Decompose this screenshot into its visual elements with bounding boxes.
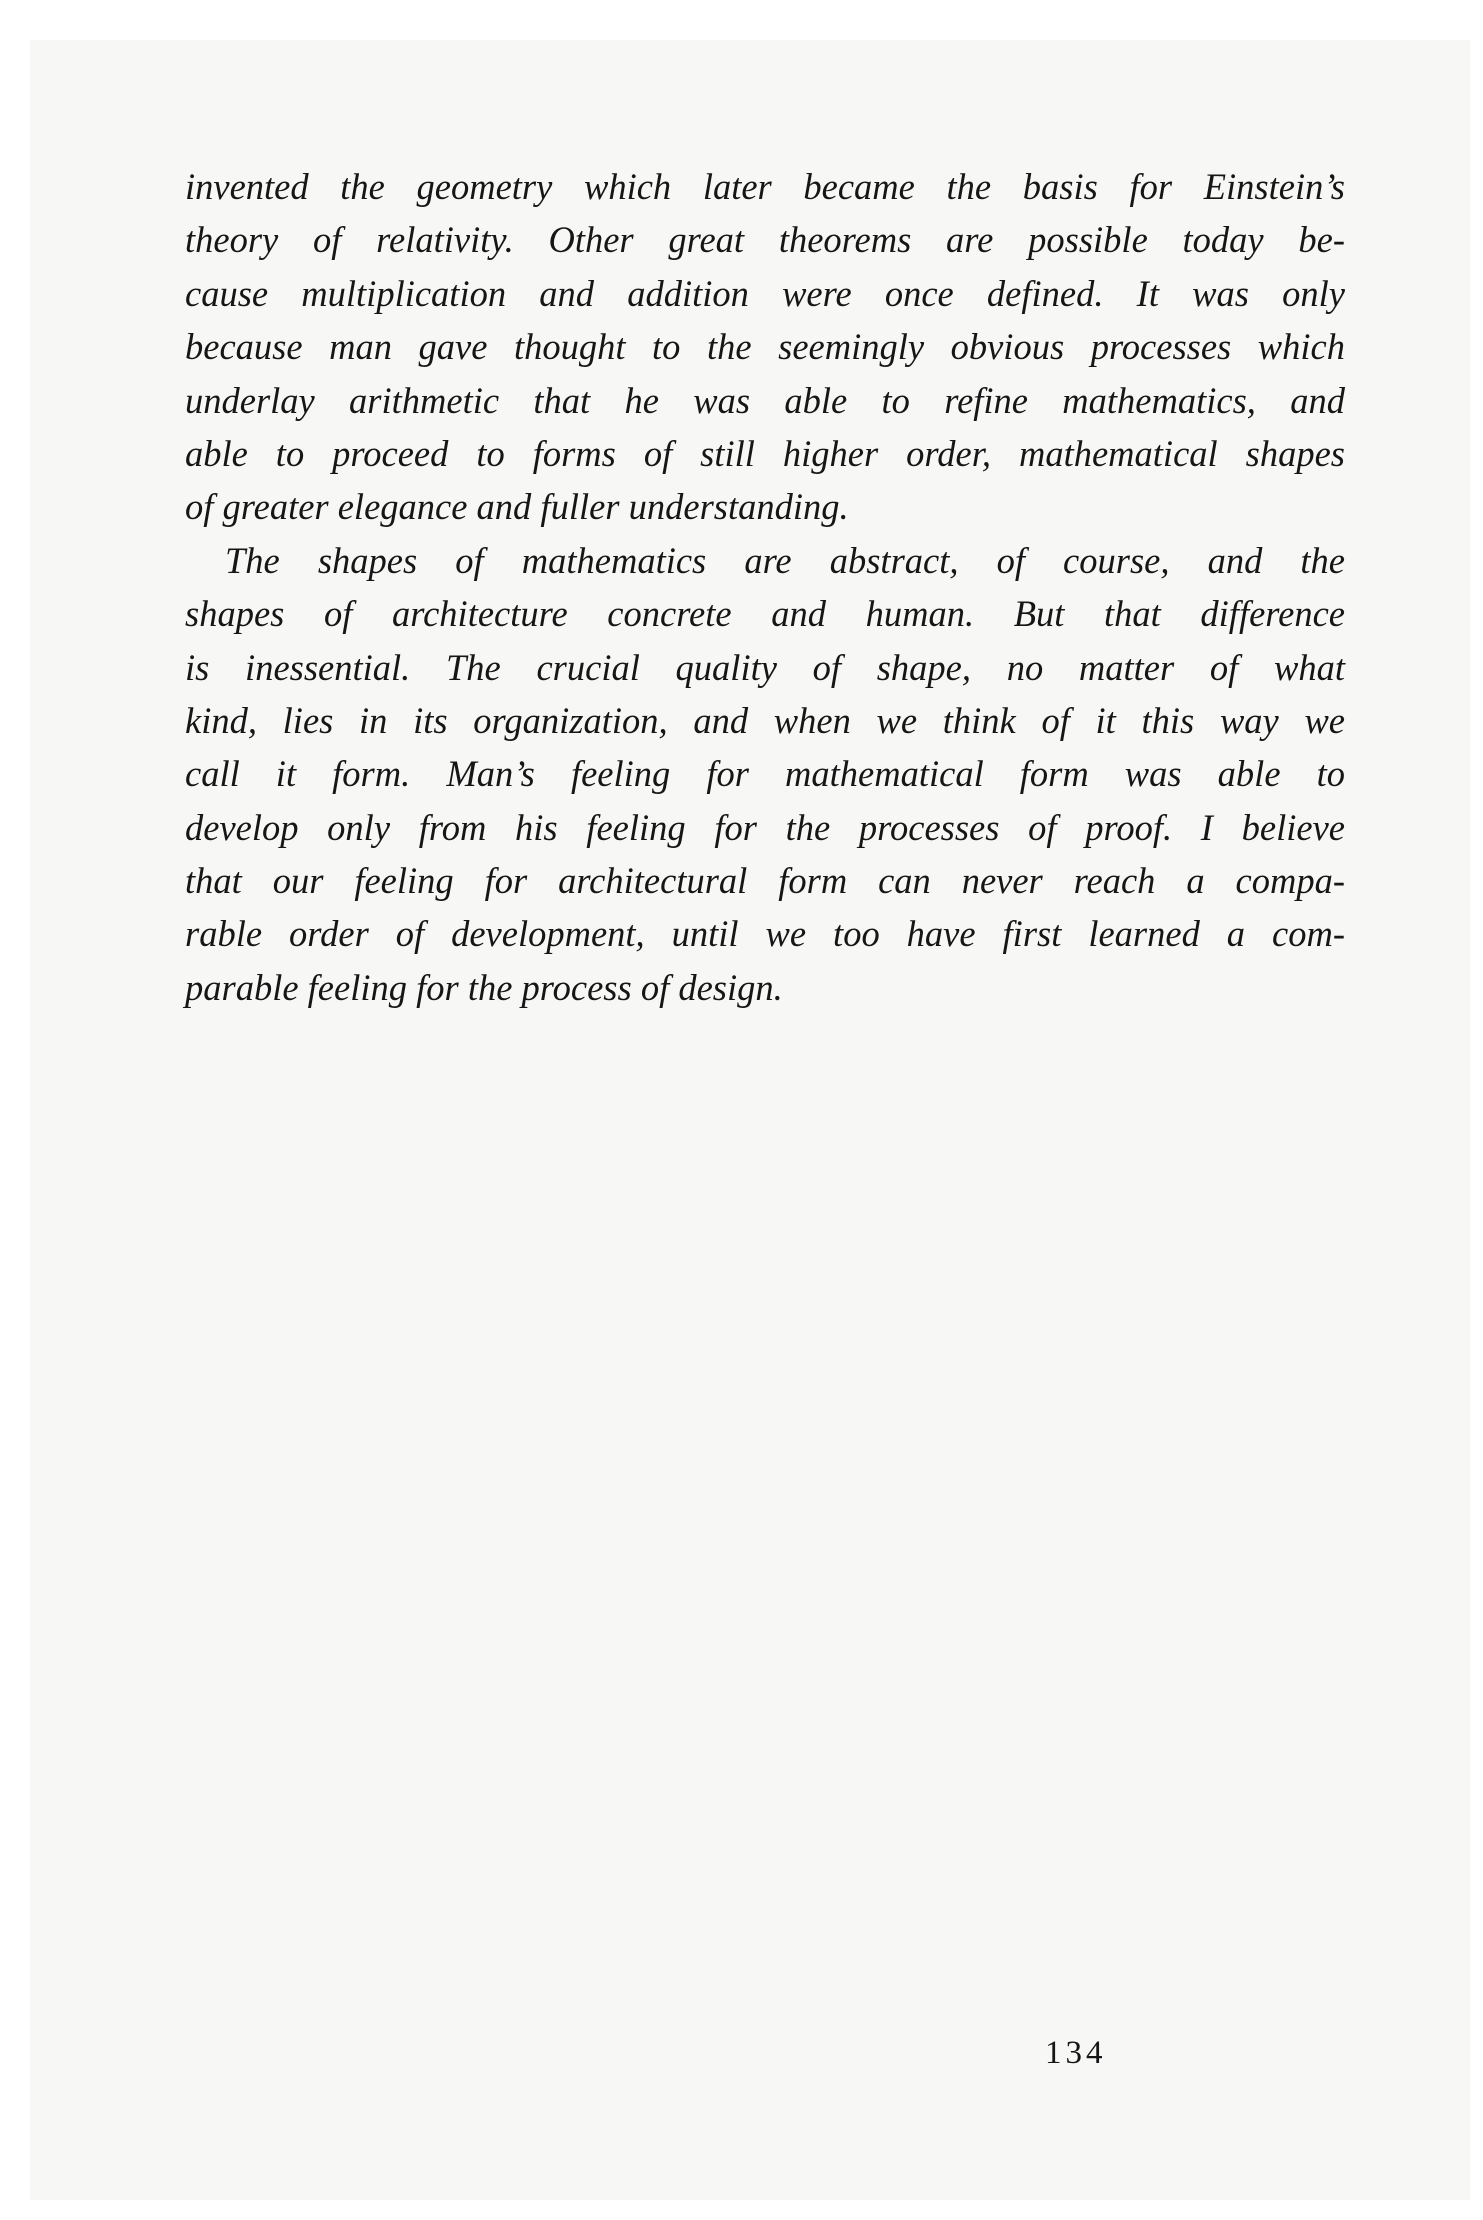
text-line: parable feeling for the process of design. [185,966,783,1008]
text-line: because man gave thought to the seemingly obvious processes which [185,326,1345,368]
body-text [185,160,1345,1014]
text-line: develop only from his feeling for the processes of proof. I believe [185,806,1345,848]
text-line: The shapes of mathematics are abstract, of course, and the [225,539,1345,581]
text-line: is inessential. The crucial quality of shape, no matter of what [185,646,1345,688]
text-line: able to proceed to forms of still higher order, mathematical shapes [185,432,1345,474]
page-number: 134 [1045,2035,1107,2071]
text-line: that our feeling for architectural form can never reach a compa- [185,860,1345,902]
text-line: call it form. Man’s feeling for mathematical form was able to [185,753,1345,795]
text-line: cause multiplication and addition were once defined. It was only [185,272,1345,314]
text-line: kind, lies in its organization, and when we think of it this way we [185,699,1345,741]
text-line: invented the geometry which later became the basis for Einstein’s [185,166,1345,207]
book-page [30,40,1470,2200]
text-line: theory of relativity. Other great theorems are possible today be- [185,219,1345,261]
text-line: underlay arithmetic that he was able to refine mathematics, and [185,379,1345,421]
text-line: shapes of architecture concrete and human. But that difference [185,593,1345,635]
text-line: rable order of development, until we too have first learned a com- [185,913,1345,955]
text-line: of greater elegance and fuller understanding. [185,486,849,528]
